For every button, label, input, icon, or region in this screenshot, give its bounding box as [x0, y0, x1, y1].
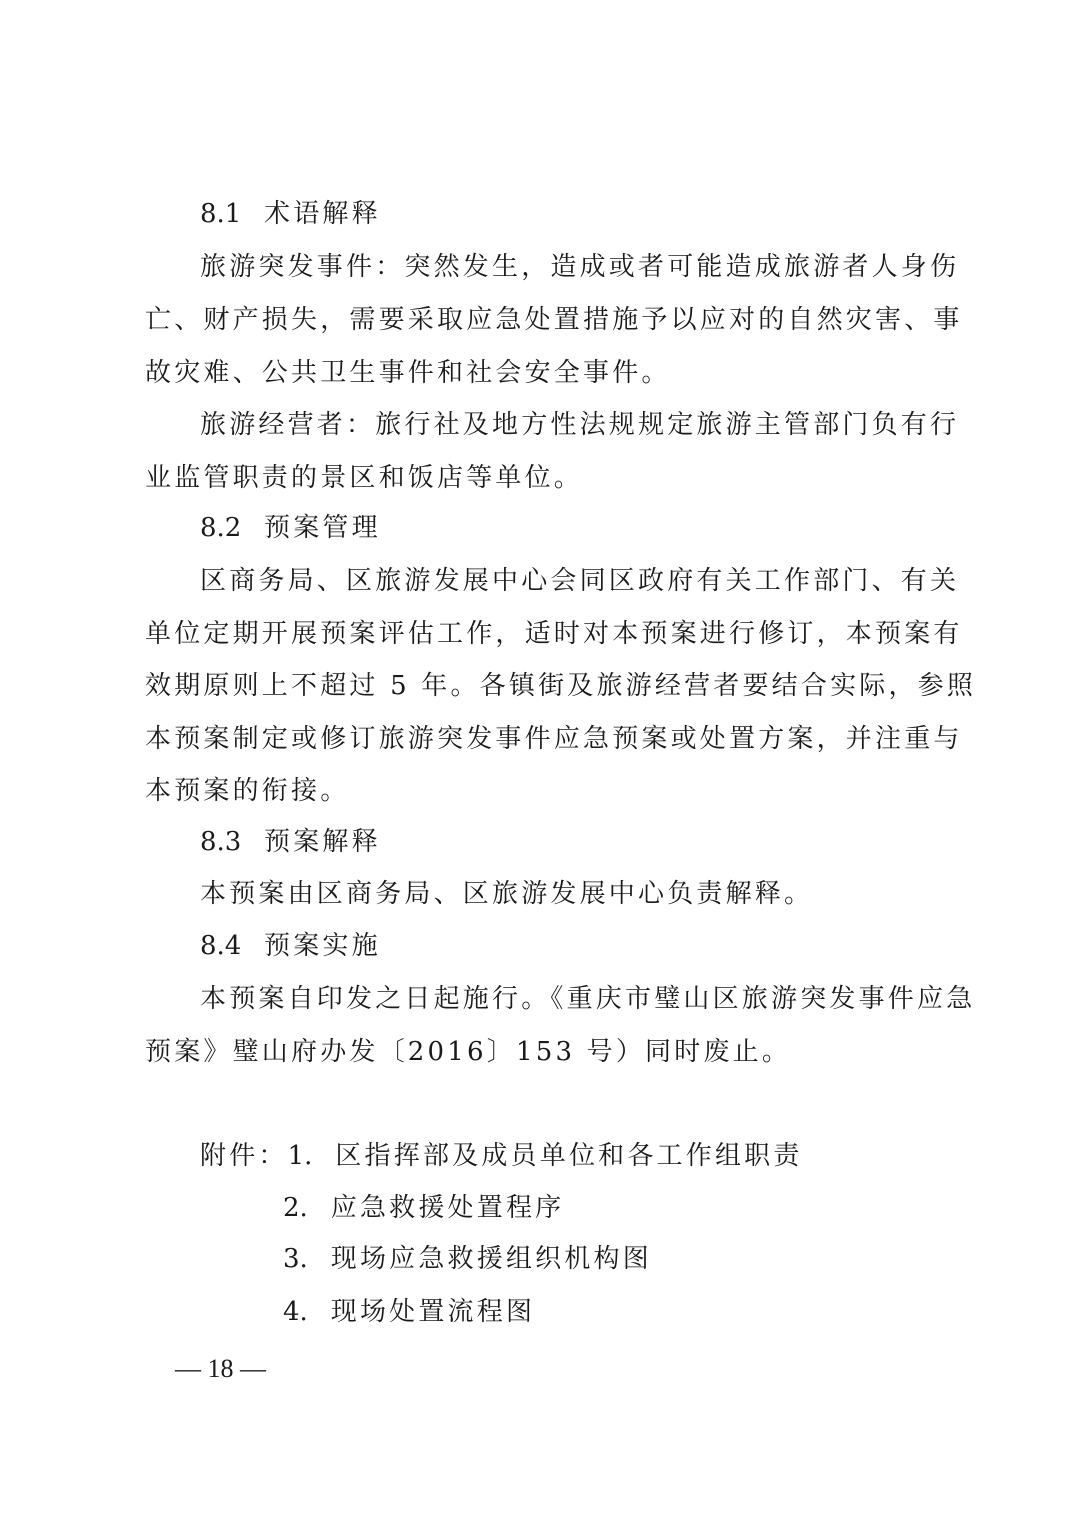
attachment-title: 应急救援处置程序	[330, 1193, 565, 1223]
section-heading-8-3	[200, 825, 1000, 859]
paragraph-line: 旅游经营者：旅行社及地方性法规规定旅游主管部门负有行	[200, 410, 960, 440]
section-number: 8.2	[200, 513, 242, 543]
attachment-number: 4.	[283, 1297, 308, 1327]
attachment-title: 现场处置流程图	[330, 1297, 536, 1327]
section-title: 预案管理	[264, 513, 381, 543]
paragraph-line: 亡、财产损失，需要采取应急处置措施予以应对的自然灾害、事	[145, 305, 963, 335]
paragraph-line: 故灾难、公共卫生事件和社会安全事件。	[145, 358, 671, 388]
page-number: — 18 —	[175, 1354, 266, 1383]
paragraph-line: 本预案制定或修订旅游突发事件应急预案或处置方案，并注重与	[145, 724, 963, 754]
section-number: 8.3	[200, 827, 242, 857]
paragraph-line: 效期原则上不超过 5 年。各镇街及旅游经营者要结合实际，参照	[145, 671, 977, 701]
section-heading-8-4	[200, 929, 1000, 963]
attachment-number: 1.	[287, 1141, 313, 1171]
section-number: 8.1	[200, 199, 242, 229]
paragraph-line: 本预案自印发之日起施行。《重庆市璧山区旅游突发事件应急	[200, 984, 976, 1014]
paragraph-line: 单位定期开展预案评估工作，适时对本预案进行修订，本预案有	[145, 619, 963, 649]
section-heading-8-1	[200, 197, 1000, 231]
section-number: 8.4	[200, 931, 242, 961]
attachment-item	[200, 1139, 1000, 1173]
section-title: 预案实施	[264, 931, 381, 961]
attachment-number: 2.	[283, 1193, 308, 1223]
section-title: 术语解释	[264, 199, 381, 229]
attachment-number: 3.	[283, 1244, 308, 1274]
attachment-item	[283, 1295, 1074, 1329]
paragraph-line: 旅游突发事件：突然发生，造成或者可能造成旅游者人身伤	[200, 252, 960, 282]
paragraph-line: 本预案的衔接。	[145, 776, 350, 806]
attachments-label: 附件：	[200, 1141, 288, 1171]
attachment-item	[283, 1242, 1074, 1276]
paragraph-line: 业监管职责的景区和饭店等单位。	[145, 463, 584, 493]
paragraph-line: 区商务局、区旅游发展中心会同区政府有关工作部门、有关	[200, 566, 960, 596]
paragraph-line: 预案》璧山府办发〔2016〕153 号）同时废止。	[145, 1037, 792, 1067]
section-heading-8-2	[200, 511, 1000, 545]
attachment-title: 现场应急救援组织机构图	[330, 1244, 652, 1274]
attachment-title: 区指挥部及成员单位和各工作组职责	[335, 1141, 803, 1171]
section-title: 预案解释	[264, 827, 381, 857]
paragraph-line: 本预案由区商务局、区旅游发展中心负责解释。	[200, 879, 814, 909]
attachment-item	[283, 1191, 1074, 1225]
